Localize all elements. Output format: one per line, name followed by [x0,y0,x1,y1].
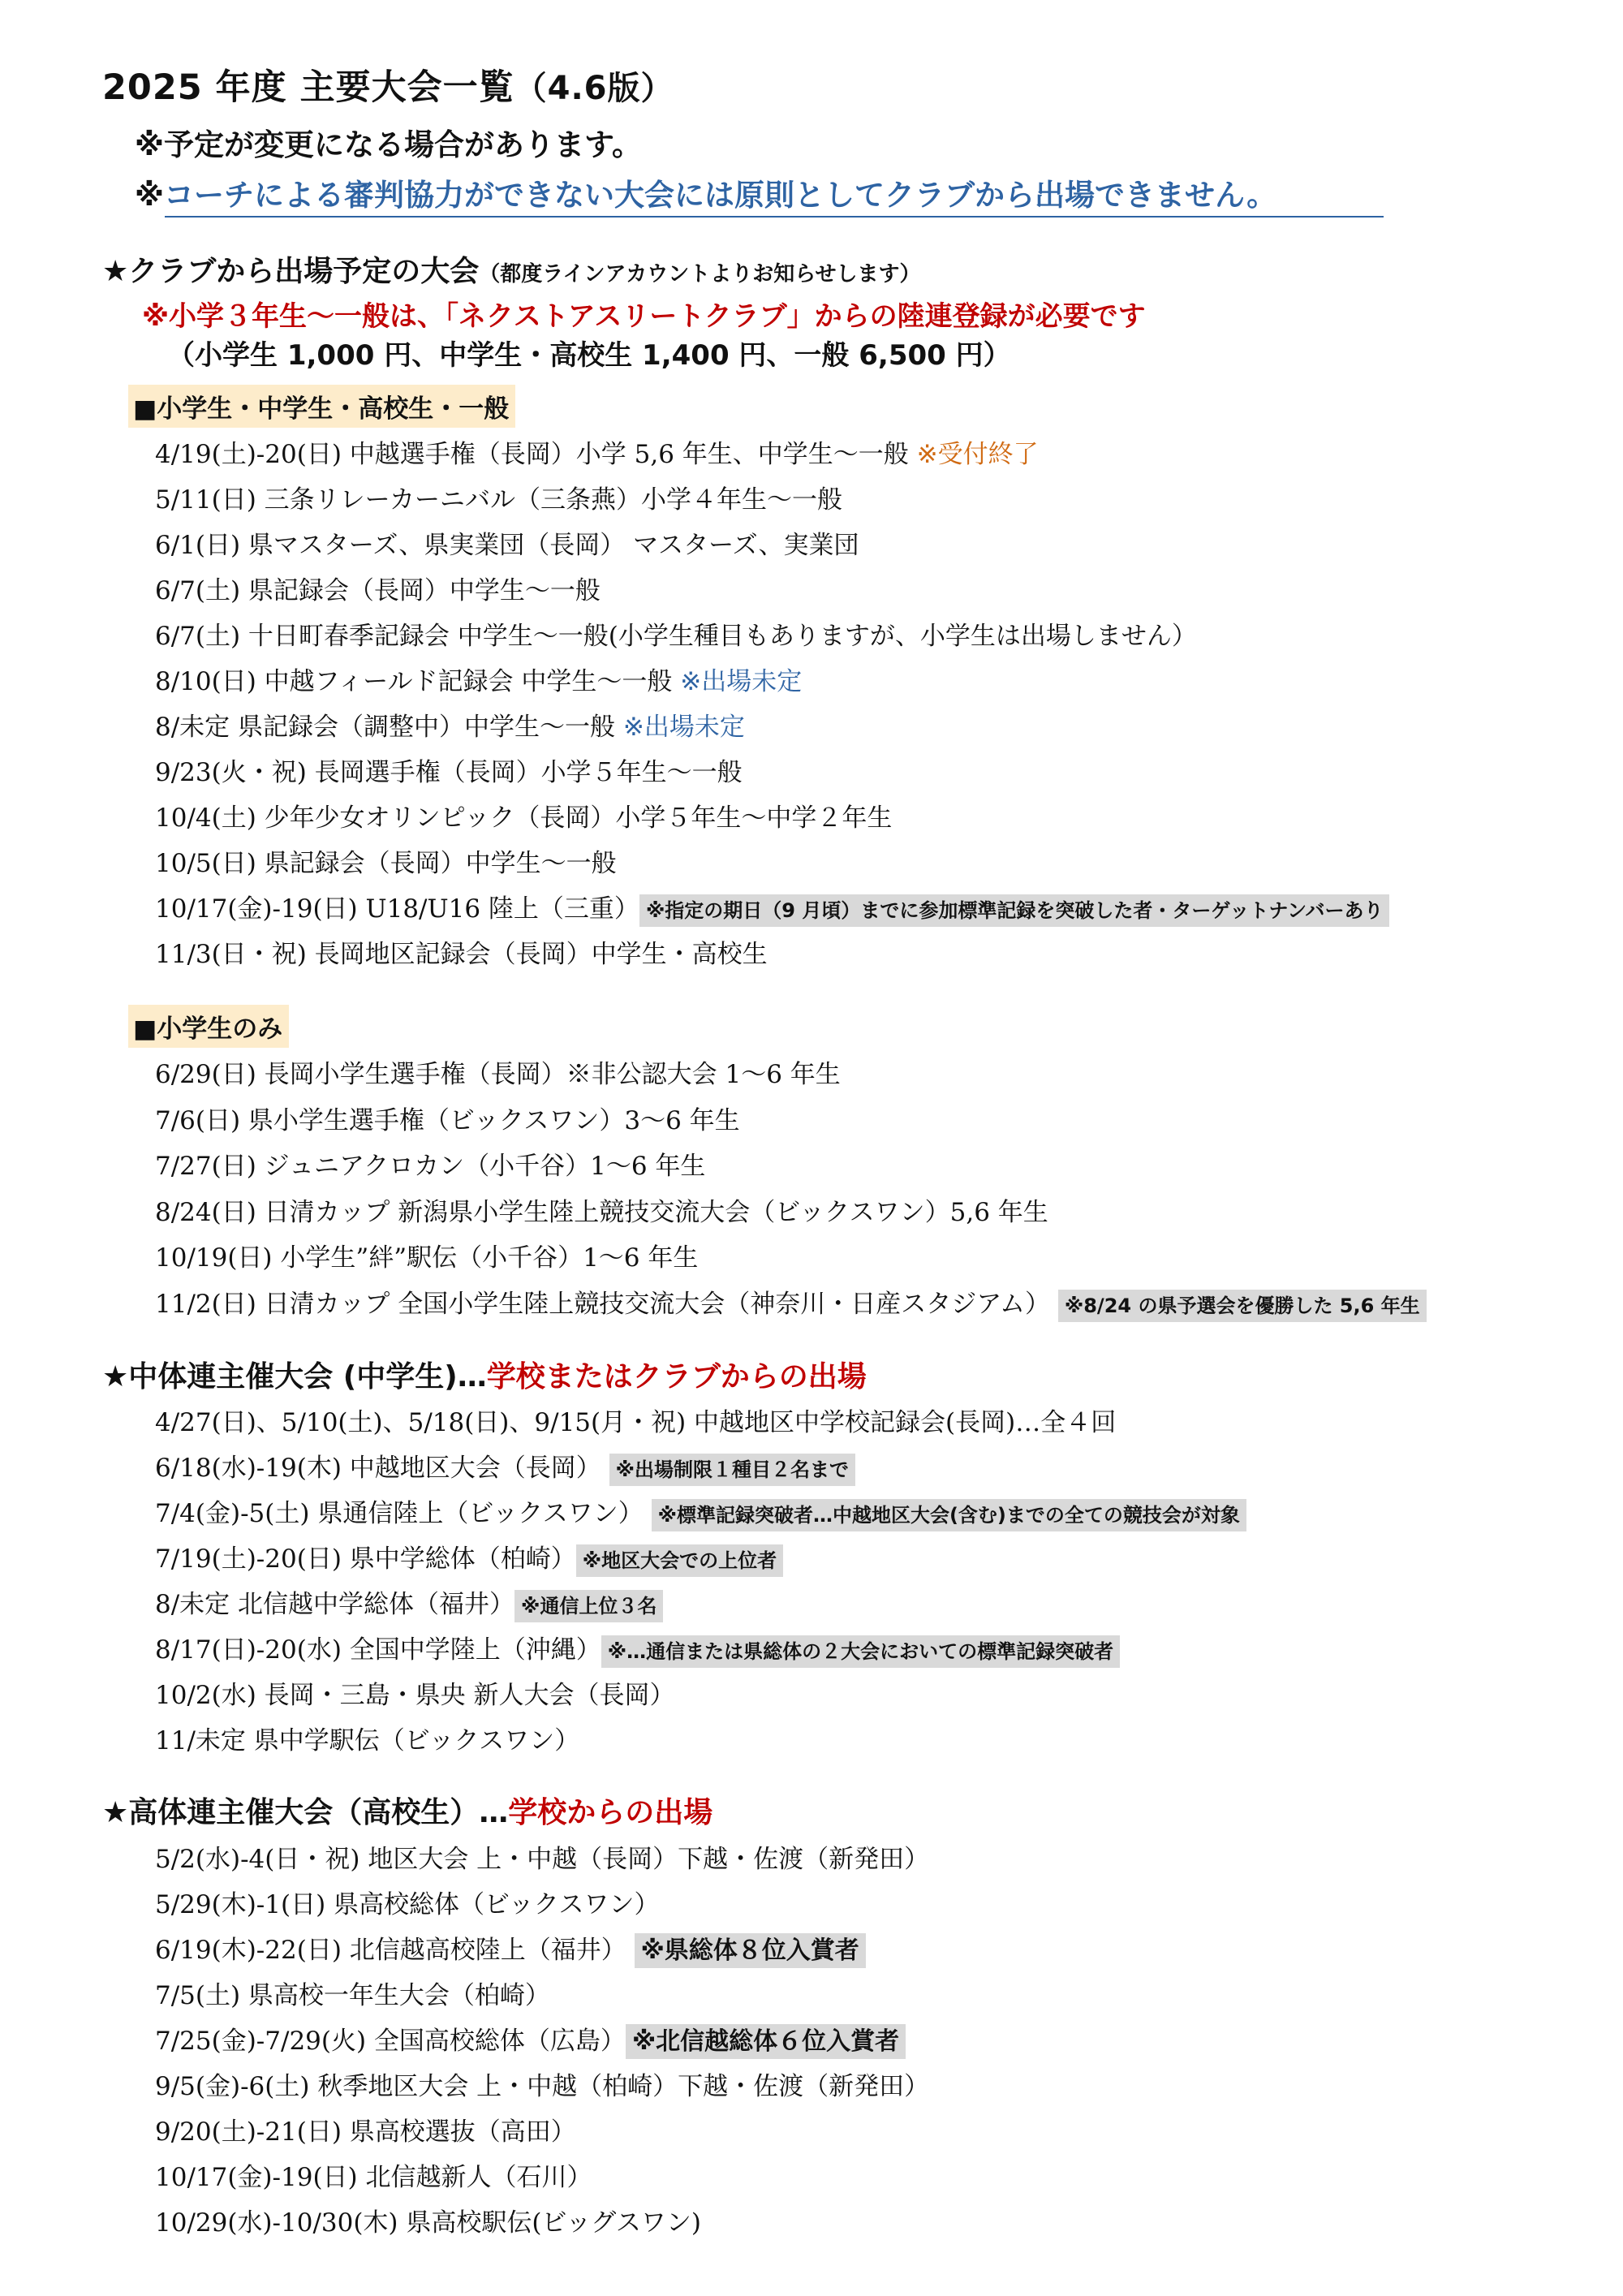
list-item [155,1282,1427,1328]
list-item [155,2018,929,2064]
event-text: 10/4(土) 少年少女オリンピック（長岡）小学５年生〜中学２年生 [155,803,893,833]
list-item [155,886,1389,932]
list-item [155,614,1389,659]
title-version: （4.6版） [514,70,674,107]
referee-notice [135,170,1276,214]
event-text: 7/25(金)-7/29(火) 全国高校総体（広島） [155,2027,626,2056]
event-text: 6/1(日) 県マスターズ、県実業団（長岡） マスターズ、実業団 [155,531,859,560]
change-notice: ※予定が変更になる場合があります。 [135,127,643,162]
event-text: 10/5(日) 県記録会（長岡）中学生〜一般 [155,849,617,878]
event-text: 8/10(日) 中越フィールド記録会 中学生〜一般 [155,667,681,696]
list-item [155,1837,929,1882]
event-text: 6/18(水)-19(木) 中越地区大会（長岡） [155,1454,609,1483]
event-text: 11/未定 県中学駅伝（ビックスワン） [155,1726,580,1755]
title-main: 2025 年度 主要大会一覧 [102,67,514,108]
event-text: 5/29(木)-1(日) 県高校総体（ビックスワン） [155,1890,660,1919]
event-text: 10/17(金)-19(日) U18/U16 陸上（三重） [155,894,639,924]
list-item [155,841,1389,886]
all-ages-event-list [155,432,1389,977]
event-note: ※受付終了 [916,440,1039,469]
list-item [155,1928,929,1973]
event-text: 7/19(土)-20(日) 県中学総体（柏崎） [155,1544,576,1574]
event-text: 6/29(日) 長岡小学生選手権（長岡）※非公認大会 1〜6 年生 [155,1060,841,1089]
event-text: 10/17(金)-19(日) 北信越新人（石川） [155,2163,592,2192]
event-note: ※出場制限１種目２名まで [609,1454,855,1486]
jhs-heading-text: ★中体連主催大会 (中学生)… [102,1360,487,1394]
event-note: ※…通信または県総体の２大会においての標準記録突破者 [601,1635,1120,1668]
event-text: 10/19(日) 小学生”絆”駅伝（小千谷）1〜6 年生 [155,1243,699,1273]
event-text: 5/2(水)-4(日・祝) 地区大会 上・中越（長岡）下越・佐渡（新発田） [155,1845,930,1874]
event-text: 7/5(土) 県高校一年生大会（柏崎） [155,1981,550,2010]
list-item [155,2064,929,2109]
list-item [155,1627,1246,1673]
list-item [155,795,1389,841]
list-item [155,1052,1427,1098]
event-text: 9/23(火・祝) 長岡選手権（長岡）小学５年生〜一般 [155,758,743,787]
event-text: 8/未定 県記録会（調整中）中学生〜一般 [155,713,623,742]
elementary-event-list [155,1052,1427,1327]
list-item [155,932,1389,977]
hs-event-list [155,1837,929,2246]
list-item [155,1400,1246,1445]
event-text: 8/24(日) 日清カップ 新潟県小学生陸上競技交流大会（ビックスワン）5,6 年生 [155,1197,1048,1227]
list-item [155,2109,929,2155]
list-item [155,523,1389,568]
page-title [102,60,674,110]
event-text: 9/20(土)-21(日) 県高校選抜（高田） [155,2117,576,2147]
hs-heading-text: ★高体連主催大会（高校生）… [102,1796,509,1829]
event-text: 7/4(金)-5(土) 県通信陸上（ビックスワン） [155,1499,652,1528]
event-text: 10/2(水) 長岡・三島・県央 新人大会（長岡） [155,1681,675,1710]
list-item [155,750,1389,795]
list-item [155,1190,1427,1236]
event-text: 7/6(日) 県小学生選手権（ビックスワン）3〜6 年生 [155,1105,740,1135]
list-item [155,1882,929,1928]
referee-notice-mark: ※ [135,178,164,213]
underline [165,216,1384,218]
event-note: ※通信上位３名 [514,1590,663,1622]
referee-notice-text: コーチによる審判協力ができない大会には原則としてクラブから出場できません。 [163,178,1277,213]
event-note: ※標準記録突破者…中越地区大会(含む)までの全ての競技会が対象 [652,1499,1246,1531]
list-item [155,1098,1427,1144]
list-item [155,2155,929,2200]
list-item [155,1673,1246,1718]
event-text: 6/7(土) 十日町春季記録会 中学生〜一般(小学生種目もありますが、小学生は出場しません） [155,622,1197,651]
event-note: ※出場未定 [622,713,745,742]
event-text: 4/19(土)-20(日) 中越選手権（長岡）小学 5,6 年生、中学生〜一般 [155,440,917,469]
event-text: 7/27(日) ジュニアクロカン（小千谷）1〜6 年生 [155,1152,706,1181]
list-item [155,1582,1246,1627]
hs-section-heading [102,1790,712,1831]
event-text: 4/27(日)、5/10(土)、5/18(日)、9/15(月・祝) 中越地区中学校記録会(長岡)…全４回 [155,1408,1117,1437]
list-item [155,704,1389,750]
list-item [155,477,1389,523]
event-text: 9/5(金)-6(土) 秋季地区大会 上・中越（柏崎）下越・佐渡（新発田） [155,2072,930,2101]
registration-notice: ※小学３年生〜一般は、「ネクストアスリートクラブ」からの陸連登録が必要です [142,300,1146,333]
list-item [155,1235,1427,1282]
list-item [155,568,1389,614]
list-item [155,1144,1427,1190]
all-ages-heading: ■小学生・中学生・高校生・一般 [128,385,515,428]
event-text: 6/7(土) 県記録会（長岡）中学生〜一般 [155,576,601,605]
list-item [155,659,1389,704]
event-note: ※8/24 の県予選会を優勝した 5,6 年生 [1058,1290,1427,1322]
event-text: 6/19(木)-22(日) 北信越高校陸上（福井） [155,1936,635,1965]
list-item [155,1536,1246,1582]
event-text: 11/3(日・祝) 長岡地区記録会（長岡）中学生・高校生 [155,940,768,969]
event-note: ※指定の期日（9 月頃）までに参加標準記録を突破した者・ターゲットナンバーあり [639,894,1390,927]
list-item [155,432,1389,477]
fee-notice: （小学生 1,000 円、中学生・高校生 1,400 円、一般 6,500 円） [167,339,1011,372]
event-text: 8/17(日)-20(水) 全国中学陸上（沖縄） [155,1635,601,1665]
elementary-heading: ■小学生のみ [128,1005,289,1048]
event-note: ※北信越総体６位入賞者 [626,2024,906,2059]
event-text: 8/未定 北信越中学総体（福井） [155,1590,515,1619]
event-text: 5/11(日) 三条リレーカーニバル（三条燕）小学４年生〜一般 [155,485,843,515]
club-heading-text: ★クラブから出場予定の大会 [102,255,480,288]
event-text: 10/29(水)-10/30(木) 県高校駅伝(ビッグスワン) [155,2208,702,2238]
club-section-heading [102,248,920,290]
list-item [155,1445,1246,1491]
event-text: 11/2(日) 日清カップ 全国小学生陸上競技交流大会（神奈川・日産スタジアム） [155,1289,1058,1319]
list-item [155,1973,929,2018]
event-note: ※出場未定 [680,667,803,696]
club-heading-note: （都度ラインアカウントよりお知らせします） [479,262,921,286]
hs-heading-red: 学校からの出場 [508,1796,713,1829]
event-note: ※県総体８位入賞者 [635,1933,866,1968]
jhs-heading-red: 学校またはクラブからの出場 [486,1360,867,1394]
jhs-section-heading [102,1354,867,1395]
jhs-event-list [155,1400,1246,1764]
list-item [155,1491,1246,1536]
list-item [155,2200,929,2246]
list-item [155,1718,1246,1764]
event-note: ※地区大会での上位者 [576,1544,783,1577]
